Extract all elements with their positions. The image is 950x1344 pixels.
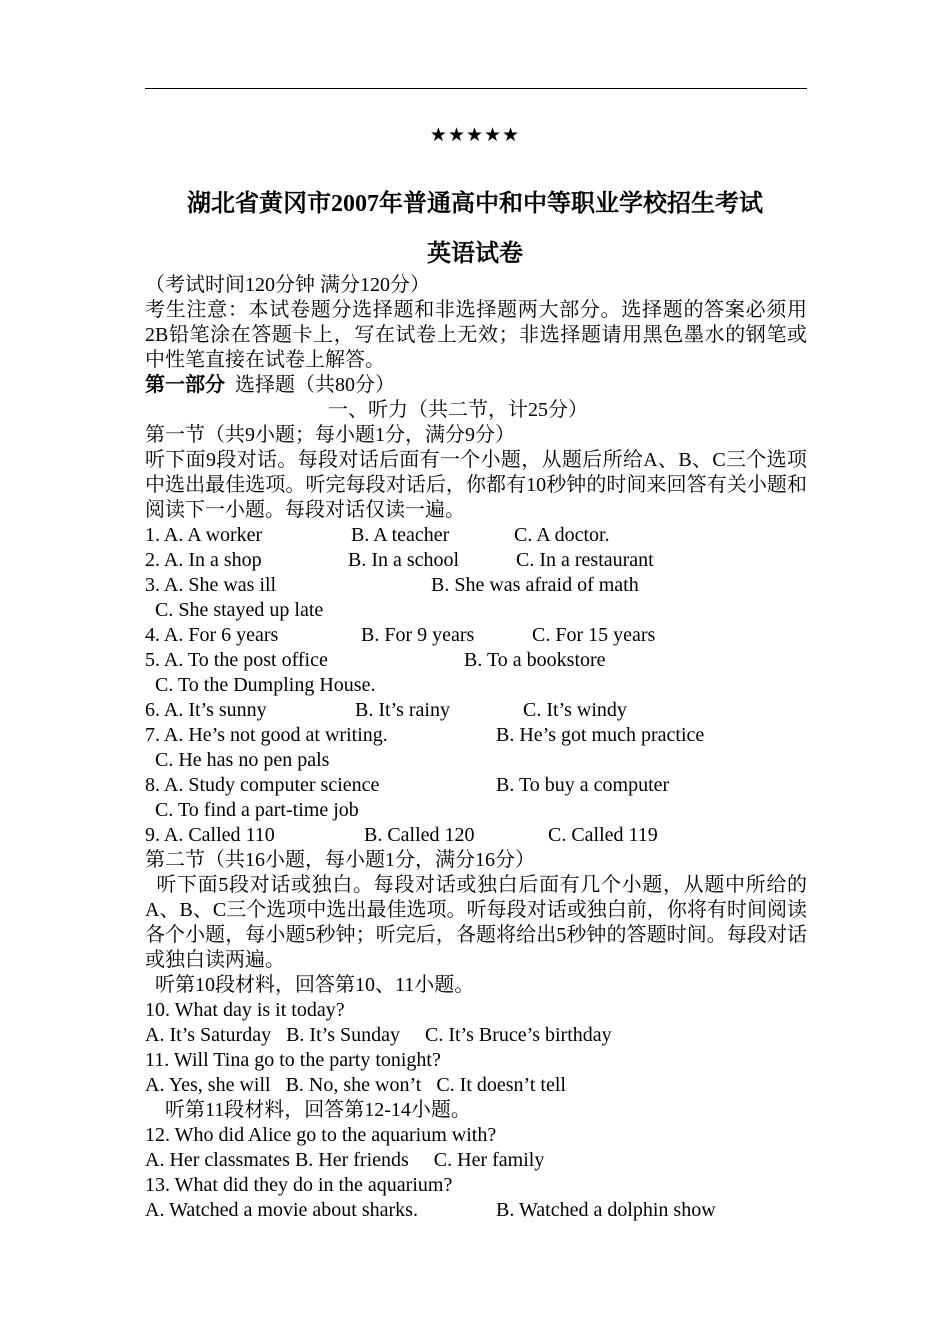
q2-option-c: C. In a restaurant <box>516 549 654 571</box>
q4-option-b: B. For 9 years <box>361 624 475 646</box>
material-11-note: 听第11段材料，回答第12-14小题。 <box>145 1099 471 1121</box>
q2-option-a: 2. A. In a shop <box>145 549 262 571</box>
q3-option-a: 3. A. She was ill <box>145 574 277 596</box>
question-11: 11. Will Tina go to the party tonight? <box>145 1049 441 1071</box>
exam-body <box>145 273 807 1223</box>
q8-option-b: B. To buy a computer <box>496 774 670 796</box>
q5-option-a: 5. A. To the post office <box>145 649 328 671</box>
q9-option-a: 9. A. Called 110 <box>145 824 275 846</box>
question-7-c <box>145 748 807 773</box>
q5-option-b: B. To a bookstore <box>464 649 606 671</box>
part1-heading-bold: 第一部分 <box>145 374 225 396</box>
listening-title-text: 一、听力（共二节，计25分） <box>328 399 588 421</box>
question-9 <box>145 823 807 848</box>
question-1 <box>145 523 807 548</box>
q3-option-c: C. She stayed up late <box>155 599 324 621</box>
question-11-options: A. Yes, she will B. No, she won’t C. It doesn’t tell <box>145 1074 566 1096</box>
section1-title: 第一节（共9小题；每小题1分，满分9分） <box>145 424 515 446</box>
part1-heading-rest: 选择题（共80分） <box>225 374 395 396</box>
question-5-c <box>145 673 807 698</box>
q13-option-b: B. Watched a dolphin show <box>496 1199 716 1221</box>
q4-option-a: 4. A. For 6 years <box>145 624 279 646</box>
question-12: 12. Who did Alice go to the aquarium with? <box>145 1124 497 1146</box>
q6-option-b: B. It’s rainy <box>355 699 450 721</box>
exam-time: （考试时间120分钟 满分120分） <box>145 274 430 296</box>
part1-heading <box>145 373 807 398</box>
question-3-c <box>145 598 807 623</box>
question-3 <box>145 573 807 598</box>
question-10-options: A. It’s Saturday B. It’s Sunday C. It’s Bruce’s birthday <box>145 1024 612 1046</box>
question-8 <box>145 773 807 798</box>
material-10-note: 听第10段材料，回答第10、11小题。 <box>145 974 475 996</box>
q9-option-b: B. Called 120 <box>364 824 475 846</box>
question-7 <box>145 723 807 748</box>
q7-option-b: B. He’s got much practice <box>496 724 705 746</box>
section2-instructions: 听下面5段对话或独白。每段对话或独白后面有几个小题，从题中所给的A、B、C三个选项中选出最佳选项。听每段对话或独白前，你将有时间阅读各个小题，每小题5秒钟；听完后，各题将给出5秒钟的答题时间。每段对话或独白读两遍。 <box>145 874 808 971</box>
q6-option-a: 6. A. It’s sunny <box>145 699 267 721</box>
q1-option-c: C. A doctor. <box>514 524 610 546</box>
star-rating-icon: ★★★★★ <box>429 125 521 146</box>
section1-instructions: 听下面9段对话。每段对话后面有一个小题，从题后所给A、B、C三个选项中选出最佳选项。听完每段对话后，你都有10秒钟的时间来回答有关小题和阅读下一小题。每段对话仅读一遍。 <box>145 449 807 521</box>
q13-option-a: A. Watched a movie about sharks. <box>145 1199 418 1221</box>
question-13: 13. What did they do in the aquarium? <box>145 1174 453 1196</box>
question-5 <box>145 648 807 673</box>
listening-title <box>145 398 807 423</box>
question-6 <box>145 698 807 723</box>
question-4 <box>145 623 807 648</box>
header-rule <box>145 88 807 89</box>
q2-option-b: B. In a school <box>348 549 460 571</box>
section2-title: 第二节（共16小题，每小题1分，满分16分） <box>145 849 535 871</box>
q9-option-c: C. Called 119 <box>548 824 658 846</box>
exam-notice: 考生注意：本试卷题分选择题和非选择题两大部分。选择题的答案必须用2B铅笔涂在答题卡上，写在试卷上无效；非选择题请用黑色墨水的钢笔或中性笔直接在试卷上解答。 <box>145 299 807 371</box>
question-13-options <box>145 1198 807 1223</box>
q8-option-c: C. To find a part-time job <box>155 799 359 821</box>
q1-option-a: 1. A. A worker <box>145 524 263 546</box>
question-8-c <box>145 798 807 823</box>
q6-option-c: C. It’s windy <box>523 699 627 721</box>
question-2 <box>145 548 807 573</box>
q7-option-a: 7. A. He’s not good at writing. <box>145 724 388 746</box>
q1-option-b: B. A teacher <box>351 524 450 546</box>
q5-option-c: C. To the Dumpling House. <box>155 674 376 696</box>
exam-subtitle: 英语试卷 <box>427 241 523 267</box>
exam-title: 湖北省黄冈市2007年普通高中和中等职业学校招生考试 <box>187 191 763 217</box>
question-12-options: A. Her classmates B. Her friends C. Her family <box>145 1149 545 1171</box>
q3-option-b: B. She was afraid of math <box>431 574 639 596</box>
q8-option-a: 8. A. Study computer science <box>145 774 380 796</box>
q4-option-c: C. For 15 years <box>532 624 656 646</box>
question-10: 10. What day is it today? <box>145 999 345 1021</box>
q7-option-c: C. He has no pen pals <box>155 749 330 771</box>
